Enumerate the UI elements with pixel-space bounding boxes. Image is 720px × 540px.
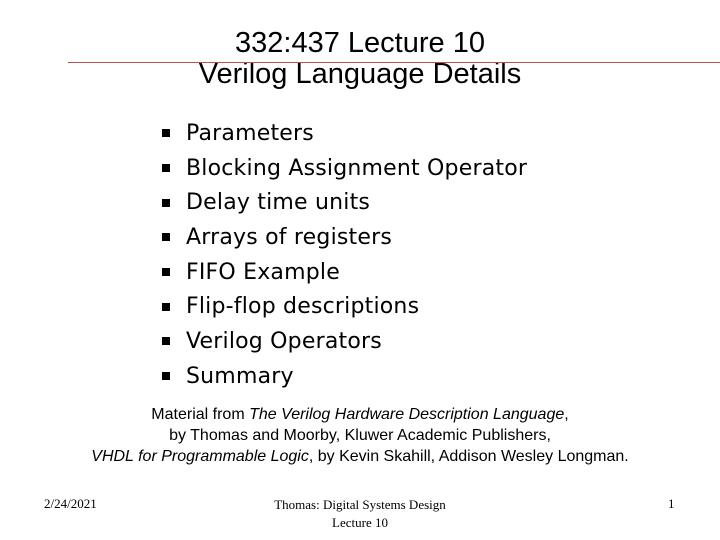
list-item [162, 255, 527, 290]
list-item [162, 185, 527, 220]
square-bullet-icon [162, 199, 170, 207]
list-item-label: FIFO Example [186, 259, 340, 285]
book-title-1: The Verilog Hardware Description Language [249, 406, 565, 423]
square-bullet-icon [162, 372, 170, 380]
list-item-label: Arrays of registers [186, 224, 393, 250]
list-item-label: Verilog Operators [186, 328, 382, 354]
citation-line-1: Material from The Verilog Hardware Description Language, [151, 406, 569, 423]
square-bullet-icon [162, 337, 170, 345]
list-item [162, 116, 527, 151]
square-bullet-icon [162, 233, 170, 241]
list-item-label: Flip-flop descriptions [186, 294, 420, 320]
list-item-label: Summary [186, 363, 294, 389]
slide-title [0, 28, 720, 90]
list-item [162, 220, 527, 255]
citation-line-2: by Thomas and Moorby, Kluwer Academic Publishers, [169, 427, 551, 444]
source-citation [60, 404, 660, 467]
square-bullet-icon [162, 129, 170, 137]
footer-date: 2/24/2021 [44, 496, 97, 511]
list-item [162, 151, 527, 186]
book-title-2: VHDL for Programmable Logic [91, 448, 309, 465]
list-item [162, 289, 527, 324]
list-item [162, 324, 527, 359]
list-item-label: Parameters [186, 120, 314, 146]
slide-title-line-2: Verilog Language Details [198, 58, 522, 90]
topic-list [162, 116, 527, 394]
square-bullet-icon [162, 268, 170, 276]
list-item [162, 359, 527, 394]
footer-course-line-2: Lecture 10 [332, 515, 388, 530]
title-divider [68, 62, 720, 63]
square-bullet-icon [162, 164, 170, 172]
citation-line-3: VHDL for Programmable Logic, by Kevin Skahill, Addison Wesley Longman. [91, 448, 629, 465]
page-number: 1 [668, 496, 675, 511]
list-item-label: Delay time units [186, 190, 371, 216]
slide-title-line-1: 332:437 Lecture 10 [235, 27, 485, 59]
list-item-label: Blocking Assignment Operator [186, 155, 528, 181]
footer-course [210, 496, 510, 532]
square-bullet-icon [162, 303, 170, 311]
footer-course-line-1: Thomas: Digital Systems Design [274, 497, 446, 512]
